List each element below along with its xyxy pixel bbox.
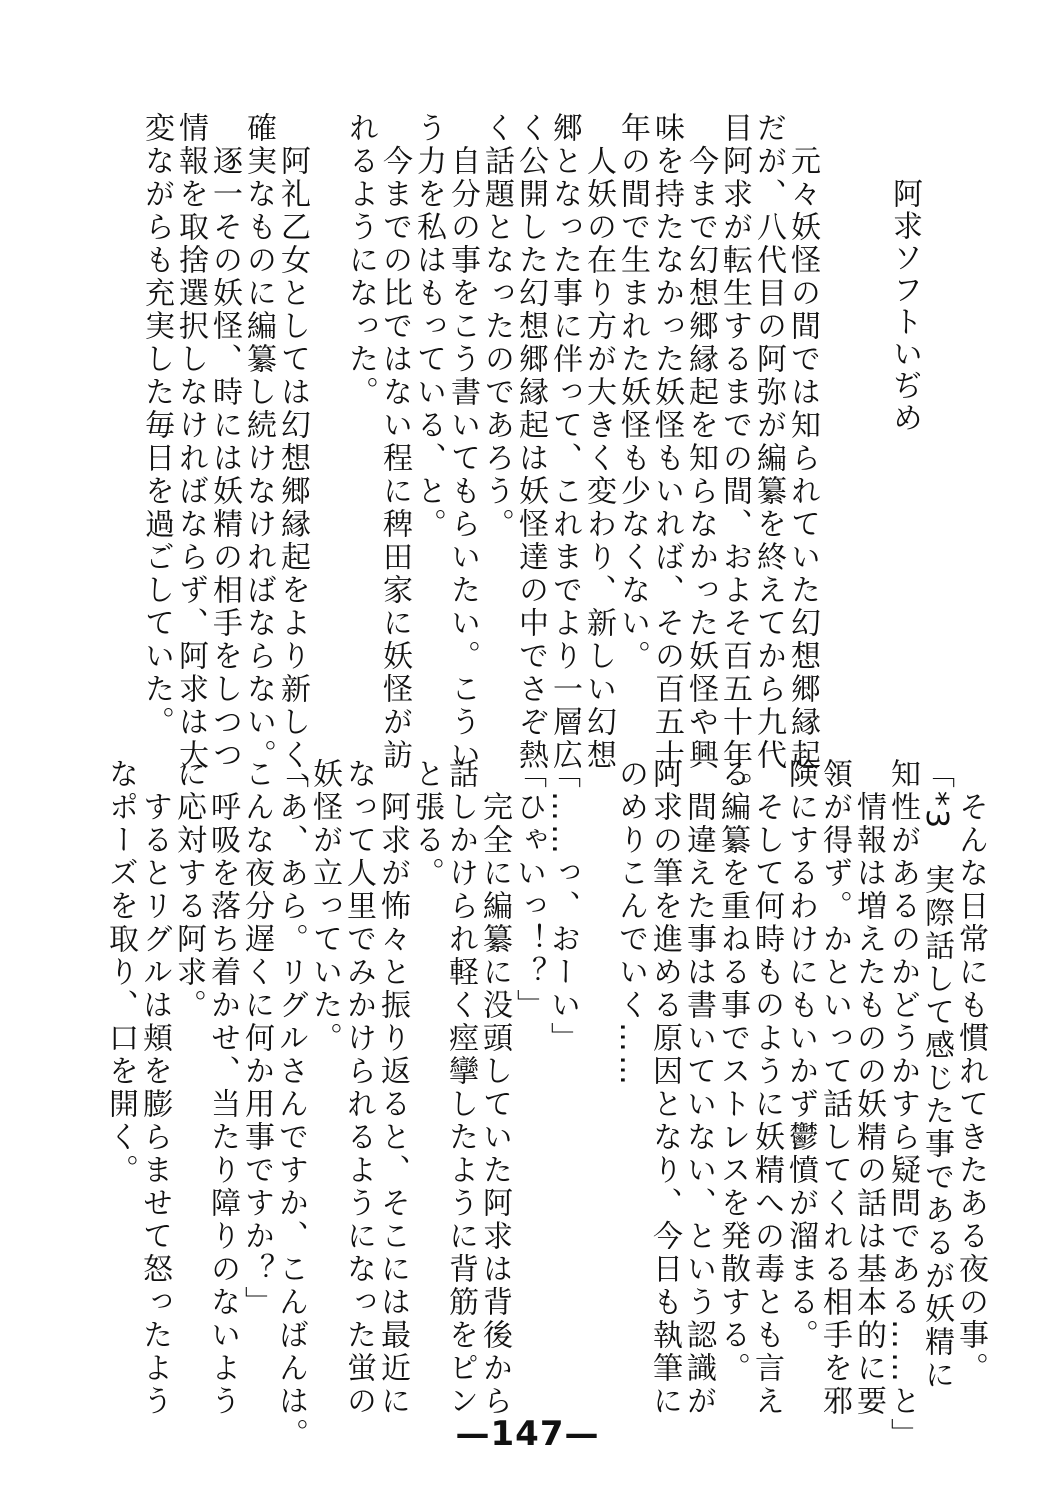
text-line: 情報を取捨選択しなければならず、阿求は大: [173, 112, 208, 772]
text-line: [309, 112, 343, 805]
bottom-text-block: [103, 758, 987, 1451]
text-line: そんな日常にも慣れてきたある夜の事。: [953, 758, 988, 1385]
text-line: 「*3 実際話して感じた事であるが妖精に: [919, 758, 954, 1393]
text-line: 年の間で生まれた妖怪も少なくない。: [615, 112, 650, 673]
text-line: なポーズを取り、口を開く。: [103, 758, 138, 1187]
text-line: る編纂を重ねる事でストレスを発散する。: [715, 758, 750, 1385]
text-line: 「あ、あら。リグルさんですか、こんばんは。: [273, 758, 308, 1451]
text-line: 情報は増えたものの妖精の話は基本的に要: [851, 758, 886, 1418]
text-line: だが、八代目の阿弥が編纂を終えてから九代: [751, 112, 786, 772]
text-line: 今まで幻想郷縁起を知らなかった妖怪や興: [683, 112, 718, 772]
text-line: [579, 758, 613, 1451]
text-line: 目阿求が転生するまでの間、およそ百五十年。: [717, 112, 752, 805]
text-line: 阿求が怖々と振り返ると、そこには最近に: [375, 758, 410, 1418]
text-line: く公開した幻想郷縁起は妖怪達の中でさぞ熱: [513, 112, 548, 772]
text-line: と張る。: [409, 758, 444, 890]
text-line: れるようになった。: [343, 112, 378, 409]
text-line: 阿求の筆を進める原因となり、今日も執筆に: [647, 758, 682, 1418]
text-line: 知性があるのかどうかすら疑問である……と」: [885, 758, 920, 1451]
text-line: 自分の事をこう書いてもらいたい。こうい: [445, 112, 480, 772]
text-line: 今までの比ではない程に稗田家に妖怪が訪: [377, 112, 412, 772]
text-line: 人妖の在り方が大きく変わり、新しい幻想: [581, 112, 616, 772]
text-line: なって人里でみかけられるようになった蛍の: [341, 758, 376, 1418]
chapter-title: 阿求ソフトいぢめ: [887, 178, 922, 434]
text-line: に応対する阿求。: [171, 758, 206, 1022]
text-line: 領が得ず。かといって話してくれる相手を邪: [817, 758, 852, 1418]
text-line: 郷となった事に伴って、これまでより一層広: [547, 112, 582, 772]
text-line: 「……っ、おーい」: [545, 758, 580, 1055]
text-line: のめりこんでいく……: [613, 758, 648, 1088]
text-line: く話題となったのであろう。: [479, 112, 514, 541]
text-line: 話しかけられ軽く痙攣したように背筋をピン: [443, 758, 478, 1418]
text-line: 元々妖怪の間では知られていた幻想郷縁起: [785, 112, 820, 772]
text-line: 味を持たなかった妖怪もいれば、その百五十: [649, 112, 684, 772]
text-line: 間違えた事は書いていない、という認識が: [681, 758, 716, 1418]
text-line: そして何時ものように妖精への毒とも言え: [749, 758, 784, 1418]
page-number: —147—: [455, 1414, 600, 1454]
text-line: 妖怪が立っていた。: [307, 758, 342, 1055]
text-line: こんな夜分遅くに何か用事ですか？」: [239, 758, 274, 1319]
text-line: するとリグルは頬を膨らませて怒ったよう: [137, 758, 172, 1418]
top-text-block: [139, 112, 819, 805]
text-line: 呼吸を落ち着かせ、当たり障りのないよう: [205, 758, 240, 1418]
text-line: 険にするわけにもいかず鬱憤が溜まる。: [783, 758, 818, 1352]
text-line: 変ながらも充実した毎日を過ごしていた。: [139, 112, 174, 739]
text-line: 阿礼乙女としては幻想郷縁起をより新しく、: [275, 112, 310, 805]
text-line: 逐一その妖怪、時には妖精の相手をしつつ: [207, 112, 242, 772]
text-line: 完全に編纂に没頭していた阿求は背後から: [477, 758, 512, 1418]
text-line: 確実なものに編纂し続けなければならない。: [241, 112, 276, 772]
text-line: う力を私はもっている、と。: [411, 112, 446, 541]
text-line: 「ひゃいっ！？」: [511, 758, 546, 1022]
